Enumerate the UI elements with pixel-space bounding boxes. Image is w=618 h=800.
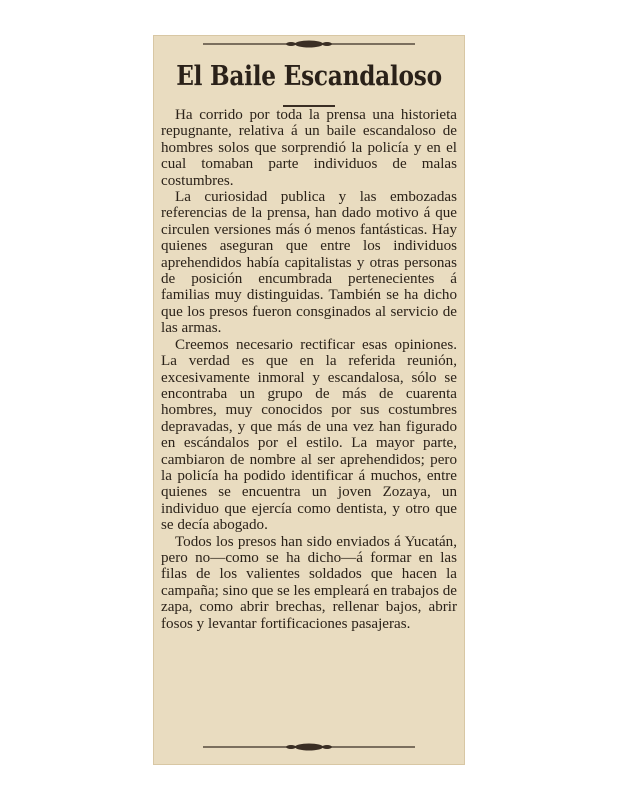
paragraph-2: La curiosidad publica y las embozadas referencias de la prensa, han dado motivo á que circulen versiones más ó menos fantásticas. Hay quienes aseguran que entre los individuos aprehendidos había capitalistas y otras personas de posición encumbrada pertenecientes á familias muy distinguidas. También se ha dicho que los presos fueron consginados al servicio de las armas.: [161, 189, 457, 337]
article-title: El Baile Escandaloso: [176, 61, 442, 92]
article-body: [161, 107, 457, 632]
newspaper-clipping: [153, 35, 465, 765]
paragraph-3: Creemos necesario rectificar esas opiniones. La verdad es que en la referida reunión, excesivamente inmoral y escandalosa, sólo se encontraba un grupo de más de cuarenta hombres, muy conocidos por sus costumbres depravadas, y que más de una vez han figurado en escándalos por el estilo. La mayor parte, cambiaron de nombre al ser aprehendidos; pero la policía ha podido identificar á muchos, entre quienes se encuentra un joven Zozaya, un individuo que ejercía como dentista, y otro que se decía abogado.: [161, 336, 457, 534]
top-ornament-rule: [203, 38, 415, 50]
paragraph-1: Ha corrido por toda la prensa una historieta repugnante, relativa á un baile escandaloso de hombres solos que sorprendió la policía y en el cual tomaban parte individuos de malas costumbres.: [161, 107, 457, 189]
bottom-ornament-rule: [203, 741, 415, 753]
paragraph-4: Todos los presos han sido enviados á Yucatán, pero no—como se ha dicho—á formar en las filas de los valientes soldados que hacen la campaña; sino que se les empleará en trabajos de zapa, como abrir brechas, rellenar bajos, abrir fosos y levantar fortificaciones pasajeras.: [161, 533, 457, 632]
